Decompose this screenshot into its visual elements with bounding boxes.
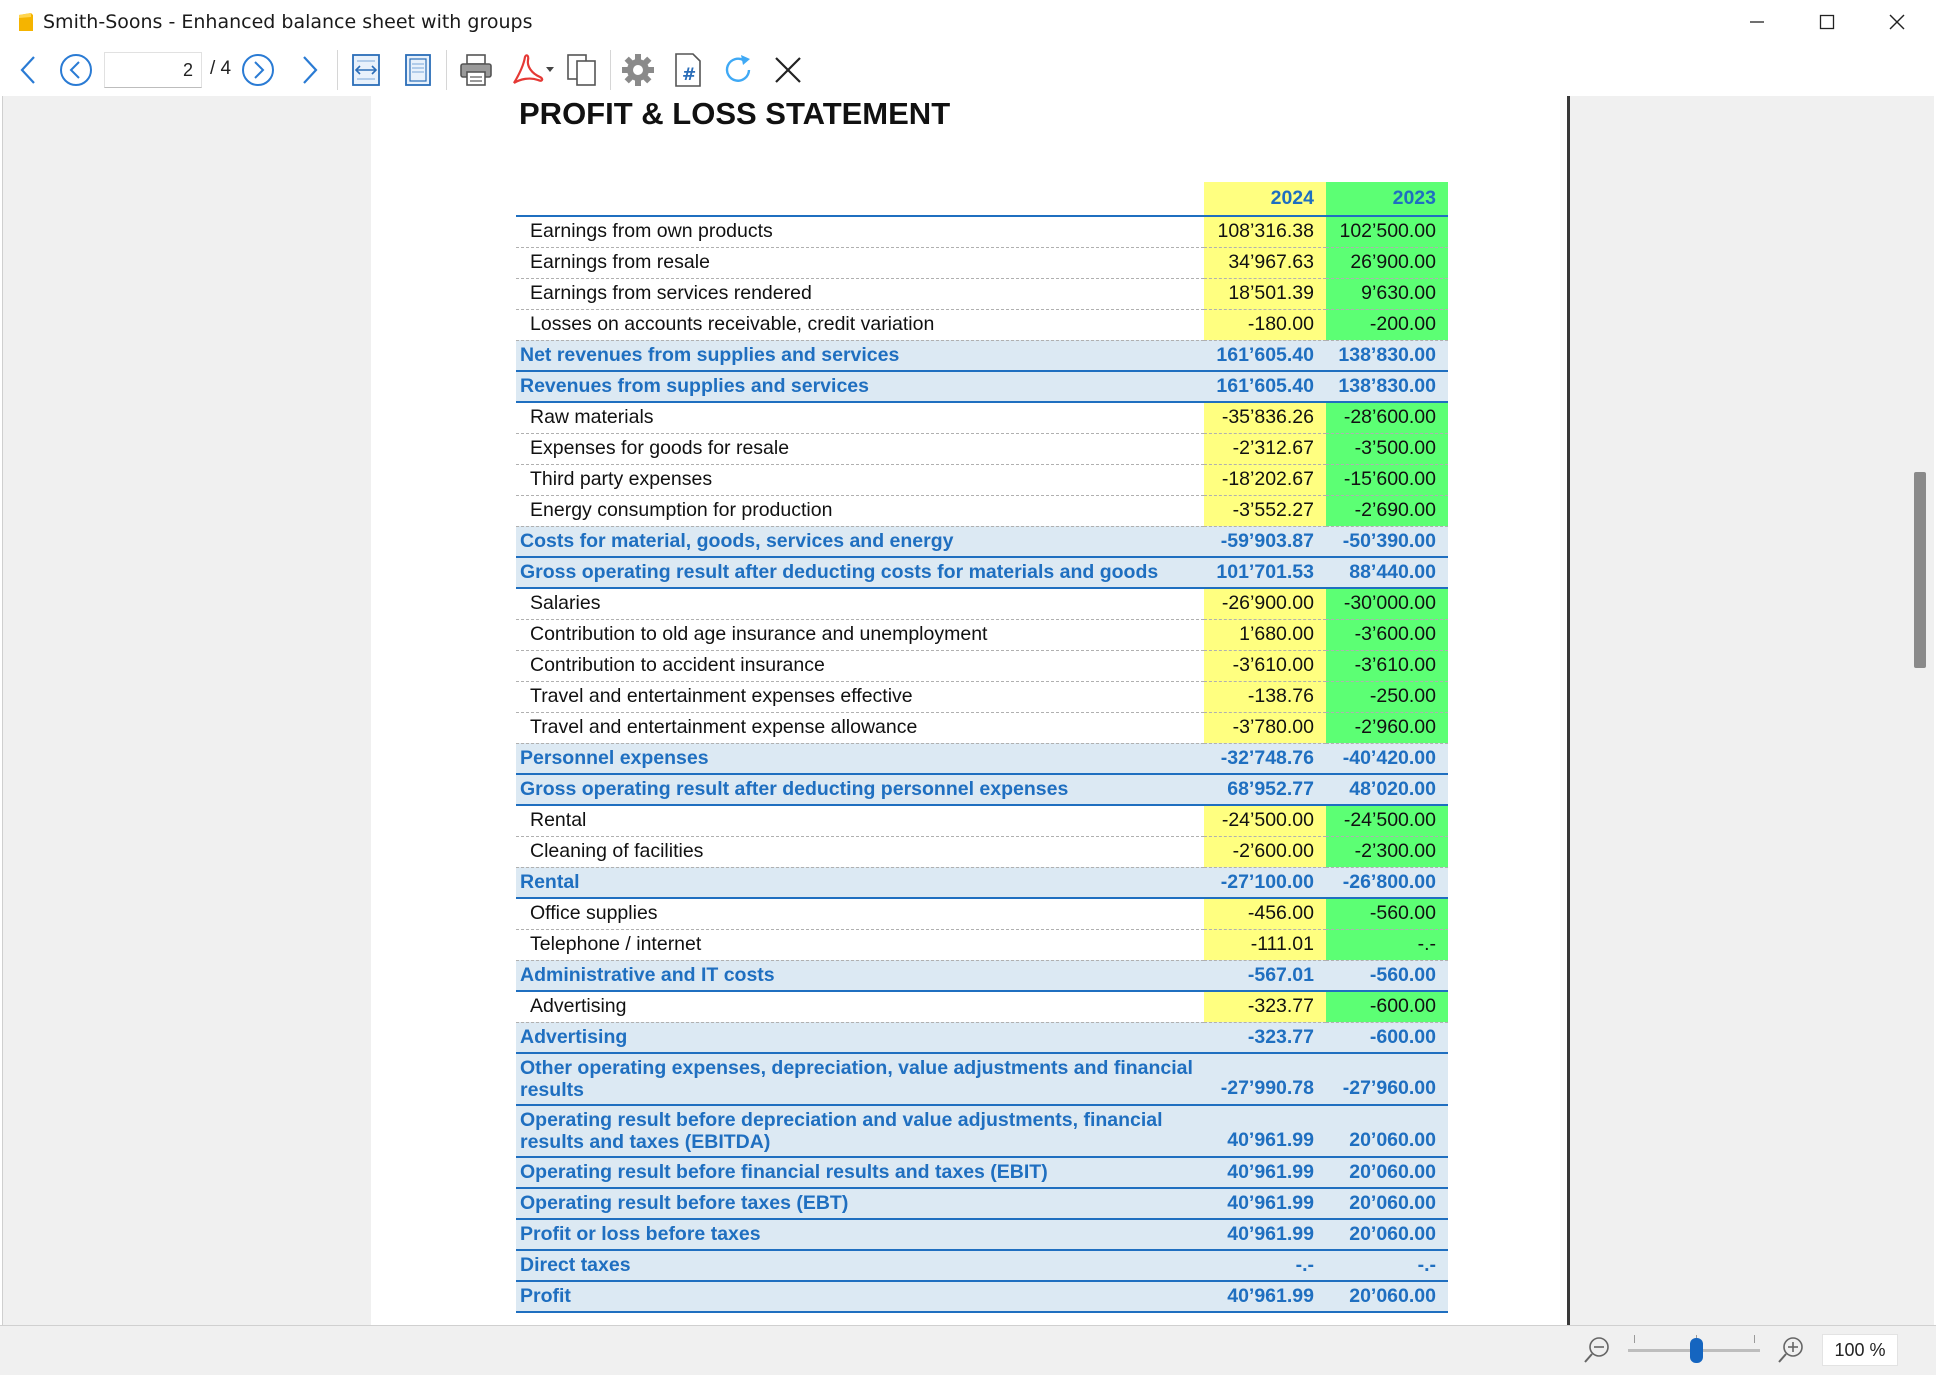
row-value-current: -.- [1204,1250,1326,1281]
row-value-current: 108’316.38 [1204,216,1326,247]
total-row [516,1281,1448,1312]
row-label: Earnings from services rendered [516,278,1204,309]
row-value-previous: 20’060.00 [1326,1157,1448,1188]
total-row [516,1105,1448,1157]
zoom-out-icon [1582,1334,1614,1366]
maximize-button[interactable] [1792,0,1862,44]
detail-row [516,278,1448,309]
row-value-current: -3’780.00 [1204,712,1326,743]
row-value-current: 1’680.00 [1204,619,1326,650]
row-value-current: -24’500.00 [1204,805,1326,836]
row-label: Earnings from own products [516,216,1204,247]
next-page-button[interactable] [238,50,278,90]
row-value-previous: -600.00 [1326,1022,1448,1053]
row-value-current: -138.76 [1204,681,1326,712]
row-label: Profit [516,1281,1204,1312]
row-value-previous: -27’960.00 [1326,1053,1448,1105]
row-value-current: -32’748.76 [1204,743,1326,774]
row-label: Administrative and IT costs [516,960,1204,991]
total-row [516,867,1448,898]
row-value-previous: 20’060.00 [1326,1281,1448,1312]
row-value-current: 161’605.40 [1204,371,1326,402]
toolbar-separator [337,50,338,90]
refresh-button[interactable] [718,50,758,90]
row-label: Salaries [516,588,1204,619]
print-button[interactable] [456,50,496,90]
total-row [516,557,1448,588]
row-label: Other operating expenses, depreciation, value adjustments and financial results [516,1053,1204,1105]
refresh-icon [720,52,756,88]
close-preview-button[interactable] [768,50,808,90]
row-value-previous: -28’600.00 [1326,402,1448,433]
row-value-previous: 9’630.00 [1326,278,1448,309]
row-value-previous: -3’500.00 [1326,433,1448,464]
detail-row [516,588,1448,619]
row-value-previous: -40’420.00 [1326,743,1448,774]
row-value-current: 40’961.99 [1204,1105,1326,1157]
row-label: Profit or loss before taxes [516,1219,1204,1250]
pdf-export-icon [508,53,556,87]
print-icon [458,53,494,87]
previous-page-icon [58,52,94,88]
row-label: Energy consumption for production [516,495,1204,526]
row-label: Direct taxes [516,1250,1204,1281]
detail-row [516,805,1448,836]
row-label: Cleaning of facilities [516,836,1204,867]
row-value-current: 40’961.99 [1204,1188,1326,1219]
row-value-current: -3’552.27 [1204,495,1326,526]
row-value-current: 40’961.99 [1204,1157,1326,1188]
previous-page-button[interactable] [56,50,96,90]
row-value-current: -3’610.00 [1204,650,1326,681]
row-value-previous: 26’900.00 [1326,247,1448,278]
app-logo-icon [16,11,36,33]
row-value-previous: -30’000.00 [1326,588,1448,619]
back-icon [16,54,40,86]
row-value-previous: 88’440.00 [1326,557,1448,588]
vertical-scrollbar[interactable] [1912,96,1934,1325]
row-value-current: -323.77 [1204,991,1326,1022]
fit-width-icon [350,53,382,87]
header-current-year: 2024 [1204,182,1326,216]
header-description [516,182,1204,216]
detail-row [516,464,1448,495]
detail-row [516,681,1448,712]
zoom-in-button[interactable] [1776,1334,1808,1366]
row-label: Costs for material, goods, services and energy [516,526,1204,557]
row-value-current: -27’990.78 [1204,1053,1326,1105]
row-value-current: -180.00 [1204,309,1326,340]
back-button[interactable] [8,50,48,90]
zoom-level-input[interactable]: 100 % [1822,1334,1898,1366]
row-label: Gross operating result after deducting costs for materials and goods [516,557,1204,588]
row-value-previous: -.- [1326,1250,1448,1281]
row-value-previous: -560.00 [1326,898,1448,929]
toolbar-separator [610,50,611,90]
detail-row [516,650,1448,681]
detail-row [516,402,1448,433]
maximize-icon [1819,14,1835,30]
row-value-previous: 102’500.00 [1326,216,1448,247]
header-previous-year: 2023 [1326,182,1448,216]
forward-icon [298,54,322,86]
toolbar-separator [446,50,447,90]
fit-page-button[interactable] [398,50,438,90]
zoom-slider-thumb[interactable] [1690,1338,1703,1363]
detail-row [516,991,1448,1022]
detail-row [516,929,1448,960]
row-value-previous: 138’830.00 [1326,340,1448,371]
row-value-current: 40’961.99 [1204,1281,1326,1312]
page-number-input[interactable]: 2 [104,52,202,88]
row-label: Operating result before depreciation and value adjustments, financial results and taxes (EBITDA) [516,1105,1204,1157]
row-value-previous: -3’600.00 [1326,619,1448,650]
row-value-previous: 138’830.00 [1326,371,1448,402]
scrollbar-thumb[interactable] [1914,472,1926,668]
row-label: Third party expenses [516,464,1204,495]
row-label: Net revenues from supplies and services [516,340,1204,371]
row-label: Rental [516,805,1204,836]
row-value-current: -2’600.00 [1204,836,1326,867]
row-value-current: -323.77 [1204,1022,1326,1053]
row-value-current: 18’501.39 [1204,278,1326,309]
minimize-button[interactable] [1722,0,1792,44]
row-value-current: 68’952.77 [1204,774,1326,805]
row-value-current: -567.01 [1204,960,1326,991]
next-page-icon [240,52,276,88]
row-value-previous: -50’390.00 [1326,526,1448,557]
row-value-previous: -3’610.00 [1326,650,1448,681]
row-label: Operating result before financial results and taxes (EBIT) [516,1157,1204,1188]
row-label: Personnel expenses [516,743,1204,774]
row-value-current: -456.00 [1204,898,1326,929]
row-value-previous: -200.00 [1326,309,1448,340]
row-label: Losses on accounts receivable, credit variation [516,309,1204,340]
row-label: Revenues from supplies and services [516,371,1204,402]
row-value-previous: -24’500.00 [1326,805,1448,836]
row-label: Raw materials [516,402,1204,433]
row-value-current: -35’836.26 [1204,402,1326,433]
row-label: Office supplies [516,898,1204,929]
pdf-export-button[interactable] [506,50,558,90]
row-value-current: -111.01 [1204,929,1326,960]
row-value-current: -27’100.00 [1204,867,1326,898]
row-value-current: -59’903.87 [1204,526,1326,557]
row-value-previous: 20’060.00 [1326,1105,1448,1157]
row-label: Travel and entertainment expense allowance [516,712,1204,743]
detail-row [516,712,1448,743]
row-value-previous: -2’690.00 [1326,495,1448,526]
row-value-current: -26’900.00 [1204,588,1326,619]
row-value-current: -2’312.67 [1204,433,1326,464]
detail-row [516,247,1448,278]
row-label: Contribution to accident insurance [516,650,1204,681]
table-header-row [516,182,1448,216]
fit-page-icon [402,53,434,87]
title-bar [0,0,1936,44]
detail-row [516,216,1448,247]
row-value-current: 40’961.99 [1204,1219,1326,1250]
total-row [516,743,1448,774]
settings-button[interactable] [618,50,658,90]
total-row [516,1053,1448,1105]
row-label: Gross operating result after deducting personnel expenses [516,774,1204,805]
total-row [516,526,1448,557]
row-label: Advertising [516,991,1204,1022]
row-value-current: -18’202.67 [1204,464,1326,495]
row-label: Telephone / internet [516,929,1204,960]
row-value-previous: -2’300.00 [1326,836,1448,867]
row-value-previous: 20’060.00 [1326,1188,1448,1219]
total-row [516,1219,1448,1250]
detail-row [516,495,1448,526]
detail-row [516,898,1448,929]
minimize-icon [1749,14,1765,30]
close-window-button[interactable] [1862,0,1932,44]
detail-row [516,433,1448,464]
forward-button[interactable] [290,50,330,90]
row-label: Advertising [516,1022,1204,1053]
total-row [516,340,1448,371]
row-value-previous: 20’060.00 [1326,1219,1448,1250]
zoom-tick [1634,1335,1635,1343]
detail-row [516,619,1448,650]
page-number-button[interactable] [668,50,708,90]
row-label: Expenses for goods for resale [516,433,1204,464]
row-value-current: 34’967.63 [1204,247,1326,278]
total-row [516,1250,1448,1281]
copy-icon [565,52,599,88]
zoom-out-button[interactable] [1582,1334,1614,1366]
detail-row [516,309,1448,340]
row-value-current: 161’605.40 [1204,340,1326,371]
row-value-previous: -250.00 [1326,681,1448,712]
row-value-previous: -.- [1326,929,1448,960]
row-label: Operating result before taxes (EBT) [516,1188,1204,1219]
page-total-label: / 4 [210,58,232,79]
row-label: Rental [516,867,1204,898]
profit-loss-table [516,182,1448,1313]
total-row [516,1188,1448,1219]
total-row [516,1157,1448,1188]
window-title: Smith-Soons - Enhanced balance sheet with groups [43,11,533,33]
row-label: Earnings from resale [516,247,1204,278]
settings-icon [620,52,656,88]
row-value-previous: -15’600.00 [1326,464,1448,495]
total-row [516,960,1448,991]
detail-row [516,836,1448,867]
row-label: Contribution to old age insurance and unemployment [516,619,1204,650]
row-value-previous: -26’800.00 [1326,867,1448,898]
zoom-in-icon [1776,1334,1808,1366]
total-row [516,371,1448,402]
report-title: PROFIT & LOSS STATEMENT [519,96,951,131]
row-value-previous: -600.00 [1326,991,1448,1022]
row-value-previous: -560.00 [1326,960,1448,991]
total-row [516,774,1448,805]
close-window-icon [1888,13,1906,31]
row-label: Travel and entertainment expenses effective [516,681,1204,712]
page-number-icon [673,52,703,88]
svg-text:#: # [682,65,697,85]
zoom-tick [1754,1335,1755,1343]
close-icon [773,55,803,85]
row-value-previous: 48’020.00 [1326,774,1448,805]
row-value-current: 101’701.53 [1204,557,1326,588]
fit-width-button[interactable] [346,50,386,90]
row-value-previous: -2’960.00 [1326,712,1448,743]
total-row [516,1022,1448,1053]
copy-button[interactable] [562,50,602,90]
